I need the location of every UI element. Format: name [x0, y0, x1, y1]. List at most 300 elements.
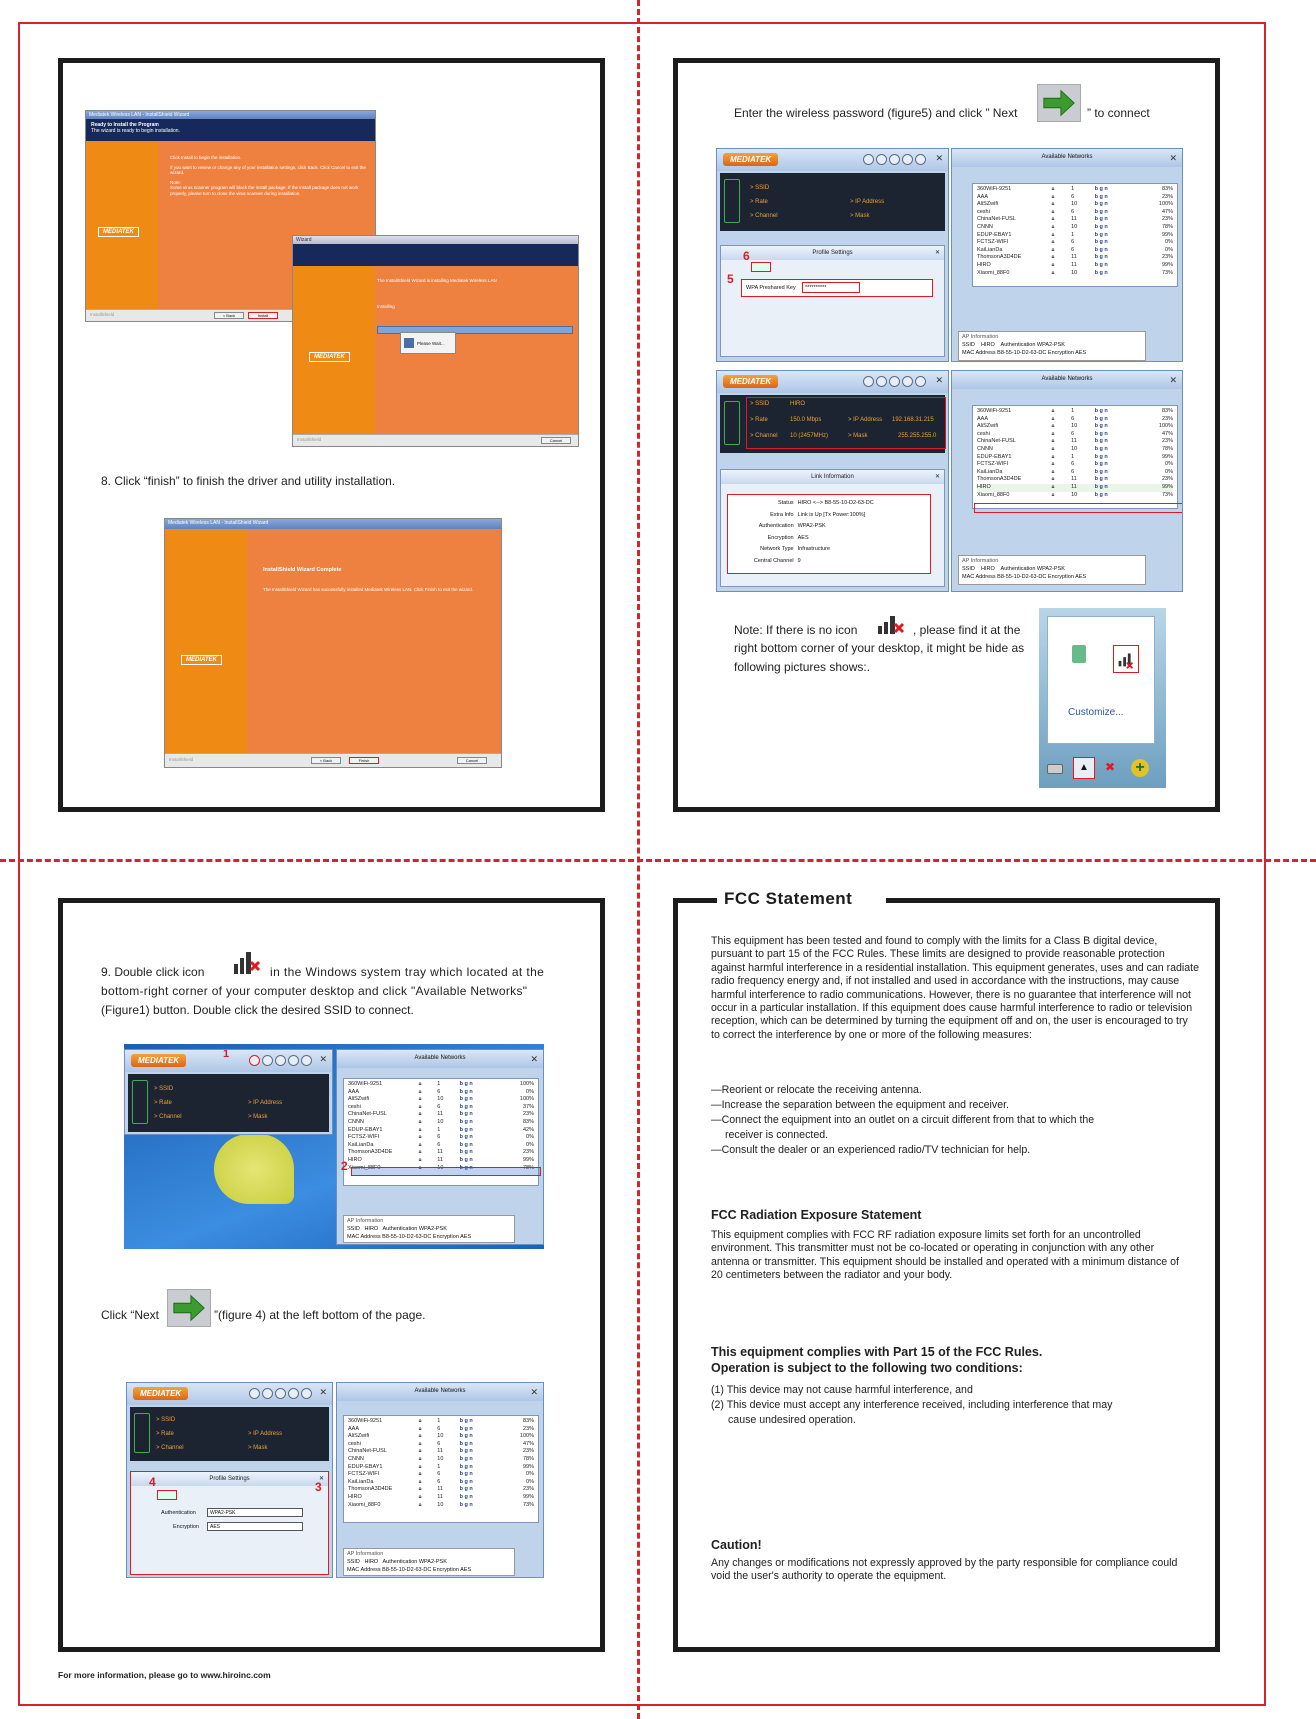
close-icon[interactable]: ✕	[318, 1476, 324, 1482]
network-name: EDUP-EBAY1	[977, 453, 1012, 460]
info-icon[interactable]	[915, 376, 926, 387]
installer-body-1: Click Install to begin the installation.	[170, 155, 242, 160]
network-row[interactable]	[977, 270, 1173, 278]
network-name: Xiaomi_88F0	[348, 1501, 381, 1508]
network-row[interactable]	[348, 1441, 534, 1449]
info-icon[interactable]	[301, 1055, 312, 1066]
network-signal: 99%	[522, 1156, 534, 1163]
network-list[interactable]	[972, 183, 1178, 287]
network-signal: 0%	[1165, 239, 1173, 246]
next-arrow-icon[interactable]	[167, 1289, 211, 1327]
please-wait-text: Please Wait...	[417, 341, 445, 346]
network-channel: 1	[1071, 186, 1075, 192]
network-signal: 99%	[1161, 261, 1173, 268]
profile-icon[interactable]	[876, 154, 887, 165]
mode-icons: b g n	[1094, 216, 1108, 223]
mode-icons: b g n	[1094, 186, 1108, 192]
keyboard-icon[interactable]	[1047, 764, 1063, 774]
network-name: AAA	[348, 1425, 360, 1432]
intro-text-a: Enter the wireless password (figure5) and click ” Next	[734, 106, 1018, 120]
network-row[interactable]	[348, 1104, 534, 1112]
mode-icons: b g n	[459, 1111, 473, 1118]
rate-label: > Rate	[750, 199, 768, 205]
network-channel: 10	[437, 1501, 444, 1508]
finish-button[interactable]: Finish	[349, 757, 379, 764]
toolbar-buttons[interactable]	[249, 1388, 312, 1399]
lock-icon: 🔒︎	[418, 1463, 422, 1470]
network-signal: 0%	[526, 1134, 534, 1141]
network-row[interactable]	[348, 1479, 534, 1487]
connection-highlight	[746, 397, 946, 449]
network-name: AliSZwifi	[348, 1433, 370, 1440]
network-name: AAA	[977, 193, 989, 200]
ap-title: AP Information	[962, 334, 999, 340]
profile-icon[interactable]	[262, 1055, 273, 1066]
available-networks-button[interactable]	[249, 1055, 260, 1066]
cancel-button[interactable]: Cancel	[457, 757, 487, 764]
network-row[interactable]	[348, 1418, 534, 1426]
radiation-body: This equipment complies with FCC RF radiation exposure limits set forth for an uncontrolled environment. This transmitter must not be co-located or operating in conjunction with any other antenna or transmitter. This equipment should be installed and operated with a minimum distance of 20 centimeters between the radiator and your body.	[711, 1229, 1179, 1282]
rate-label: > Rate	[156, 1431, 174, 1437]
customize-link[interactable]: Customize...	[1068, 707, 1124, 718]
finish-heading: InstallShield Wizard Complete	[263, 567, 342, 573]
click-next-text-b: ”(figure 4) at the left bottom of the page.	[214, 1308, 426, 1322]
mode-icons: b g n	[459, 1463, 473, 1470]
network-row[interactable]	[348, 1433, 534, 1441]
ap-enc-key: Encryption	[432, 1567, 459, 1573]
lock-icon: 🔒︎	[418, 1081, 422, 1087]
network-row[interactable]	[348, 1464, 534, 1472]
network-signal: 0%	[526, 1471, 534, 1478]
close-icon[interactable]: ✕	[319, 1387, 327, 1397]
please-wait-dialog	[400, 332, 456, 354]
network-channel: 11	[1071, 261, 1077, 268]
network-channel: 10	[1071, 223, 1078, 230]
lock-icon: 🔒︎	[1051, 423, 1055, 430]
network-row[interactable]	[977, 254, 1173, 262]
link-info-table	[731, 498, 927, 567]
settings-icon[interactable]	[288, 1055, 299, 1066]
network-row[interactable]	[977, 194, 1173, 202]
encryption-label: Encryption	[173, 1524, 199, 1530]
network-channel: 6	[437, 1440, 441, 1447]
link-info-row	[731, 498, 927, 510]
radiation-title: FCC Radiation Exposure Statement	[711, 1208, 922, 1222]
link-info-row	[731, 510, 927, 522]
network-name: HIRO	[348, 1156, 362, 1163]
network-row[interactable]	[348, 1111, 534, 1119]
encryption-select[interactable]: AES	[207, 1522, 303, 1531]
ap-enc-val: AES	[1075, 574, 1087, 580]
network-row[interactable]	[977, 209, 1173, 217]
ap-enc-key: Encryption	[1047, 350, 1074, 356]
network-channel: 10	[437, 1433, 444, 1440]
mediatek-brand: MEDIATEK	[131, 1054, 186, 1067]
network-row[interactable]	[977, 469, 1173, 477]
back-forward-icon[interactable]	[157, 1490, 177, 1500]
network-row[interactable]	[348, 1081, 534, 1089]
network-name: ChinaNet-FUSL	[977, 216, 1016, 223]
network-row[interactable]	[977, 416, 1173, 424]
network-row[interactable]	[348, 1456, 534, 1464]
network-row[interactable]	[977, 438, 1173, 446]
network-name: ThomsonA3D4DE	[348, 1149, 393, 1156]
link-info-key: Authentication	[758, 523, 794, 529]
fcc-measure-3a: —Connect the equipment into an outlet on a circuit different from that to which the	[711, 1114, 1095, 1126]
step-number-3: 3	[315, 1480, 322, 1494]
network-channel: 11	[437, 1448, 443, 1455]
network-signal: 0%	[526, 1141, 534, 1148]
network-row[interactable]	[977, 476, 1173, 484]
install-button[interactable]: Install	[248, 312, 278, 319]
lock-icon: 🔒︎	[418, 1156, 422, 1163]
network-row[interactable]	[348, 1486, 534, 1494]
network-row[interactable]	[977, 232, 1173, 240]
mode-icons: b g n	[459, 1501, 473, 1508]
network-name: HIRO	[348, 1493, 362, 1500]
network-name: HIRO	[977, 483, 991, 490]
network-channel: 6	[1071, 415, 1075, 422]
network-signal: 99%	[1161, 453, 1173, 460]
network-signal: 23%	[1161, 254, 1173, 261]
add-icon[interactable]: +	[1131, 759, 1149, 777]
network-name: AliSZwifi	[977, 201, 999, 208]
installer-wizard-window	[292, 235, 579, 447]
back-button[interactable]: < Back	[311, 757, 341, 764]
mode-icons: b g n	[1094, 430, 1108, 437]
lock-icon: 🔒︎	[1051, 438, 1055, 445]
note-text-a: Note: If there is no icon	[734, 623, 858, 637]
network-row[interactable]	[977, 239, 1173, 247]
network-channel: 1	[1071, 453, 1075, 460]
available-networks-fig4	[336, 1382, 544, 1578]
network-row[interactable]	[348, 1448, 534, 1456]
available-networks-fig1	[336, 1049, 544, 1245]
network-channel: 6	[1071, 193, 1075, 200]
installer-header: Ready to Install the Program	[91, 122, 159, 128]
step-9-text-b: in the Windows system tray which located at the	[270, 965, 545, 979]
rate-label: > Rate	[750, 417, 768, 423]
network-signal: 0%	[1165, 461, 1173, 468]
network-list[interactable]	[343, 1415, 539, 1523]
click-next-text-a: Click “Next	[101, 1308, 160, 1322]
network-row[interactable]	[348, 1096, 534, 1104]
toolbar-buttons[interactable]	[249, 1055, 312, 1066]
close-icon[interactable]: ✕	[935, 375, 943, 385]
mode-icons: b g n	[459, 1478, 473, 1485]
network-row[interactable]	[348, 1142, 534, 1150]
close-icon[interactable]: ✕	[530, 1054, 538, 1064]
network-row[interactable]	[348, 1426, 534, 1434]
network-signal: 78%	[522, 1164, 534, 1171]
lock-icon: 🔒︎	[418, 1448, 422, 1455]
channel-label: > Channel	[154, 1114, 182, 1120]
rate-label: > Rate	[154, 1100, 172, 1106]
network-signal: 83%	[522, 1418, 534, 1424]
lock-icon: 🔒︎	[418, 1149, 422, 1156]
mode-icons: b g n	[459, 1156, 473, 1163]
profile-icon[interactable]	[876, 376, 887, 387]
toolbar-buttons[interactable]	[863, 376, 926, 387]
network-row[interactable]	[348, 1119, 534, 1127]
network-channel: 10	[437, 1164, 444, 1171]
ap-information	[958, 331, 1146, 361]
network-name: EDUP-EBAY1	[977, 231, 1012, 238]
back-button[interactable]: < Back	[214, 312, 244, 319]
lock-icon: 🔒︎	[1051, 216, 1055, 223]
network-signal: 78%	[1161, 223, 1173, 230]
network-row[interactable]	[977, 216, 1173, 224]
network-row[interactable]	[977, 431, 1173, 439]
lock-icon: 🔒︎	[1051, 254, 1055, 261]
caution-body: Any changes or modifications not expressly approved by the party responsible for compliance could void the user's authority to operate the equipment.	[711, 1557, 1178, 1583]
network-name: CNNN	[977, 445, 993, 452]
settings-icon[interactable]	[902, 154, 913, 165]
ap-mac-key: MAC Address	[347, 1567, 381, 1573]
show-hidden-icons-button[interactable]: ▲	[1073, 757, 1095, 779]
ap-enc-val: AES	[1075, 350, 1087, 356]
mediatek-brand: MEDIATEK	[133, 1387, 188, 1400]
network-name: EDUP-EBAY1	[348, 1463, 383, 1470]
network-channel: 11	[1071, 216, 1077, 223]
network-row[interactable]	[348, 1157, 534, 1165]
mode-icons: b g n	[1094, 468, 1108, 475]
settings-icon[interactable]	[902, 376, 913, 387]
mode-icons: b g n	[459, 1149, 473, 1156]
mode-icons: b g n	[1094, 483, 1108, 490]
tray-wifi-icon-highlighted[interactable]	[1113, 645, 1139, 673]
lock-icon: 🔒︎	[1051, 269, 1055, 276]
link-information-title: Link Information	[811, 474, 854, 480]
network-row[interactable]	[977, 201, 1173, 209]
search-icon[interactable]	[863, 376, 874, 387]
mode-icons: b g n	[1094, 261, 1108, 268]
fcc-header-bar-left	[673, 898, 717, 903]
link-info-row	[731, 533, 927, 545]
network-status-icon[interactable]: ✖	[1105, 760, 1116, 774]
ip-value: 192.168.31.215	[892, 417, 934, 423]
network-name: ceshi	[977, 208, 990, 215]
system-tray-popup	[1039, 608, 1166, 788]
network-icon[interactable]	[275, 1388, 286, 1399]
step-9-text-c: bottom-right corner of your computer desktop and click "Available Networks"	[101, 984, 528, 998]
back-forward-icon[interactable]	[751, 262, 771, 272]
network-row[interactable]	[348, 1127, 534, 1135]
wizard-body: The InstallShield Wizard is installing Mediatek Wireless LAN	[377, 278, 497, 283]
lock-icon: 🔒︎	[418, 1418, 422, 1424]
available-networks-1	[951, 148, 1183, 362]
close-icon[interactable]: ✕	[1169, 375, 1177, 385]
close-icon[interactable]: ✕	[1169, 153, 1177, 163]
network-name: ThomsonA3D4DE	[348, 1486, 393, 1493]
lock-icon: 🔒︎	[418, 1088, 422, 1095]
settings-icon[interactable]	[288, 1388, 299, 1399]
mediatek-logo: MEDIATEK	[309, 352, 350, 362]
network-channel: 1	[437, 1418, 441, 1424]
mode-icons: b g n	[459, 1486, 473, 1493]
network-channel: 11	[1071, 476, 1077, 483]
network-row[interactable]	[348, 1502, 534, 1510]
ap-auth-key: Authentication	[1000, 342, 1036, 348]
mode-icons: b g n	[459, 1134, 473, 1141]
mediatek-utility-link	[716, 370, 949, 592]
network-name: ChinaNet-FUSL	[348, 1111, 387, 1118]
mediatek-logo: MEDIATEK	[181, 655, 222, 665]
ap-mac-val: B8-55-10-D2-63-DC	[997, 574, 1047, 580]
mode-icons: b g n	[1094, 491, 1108, 498]
network-row[interactable]	[348, 1134, 534, 1142]
channel-label: > Channel	[750, 213, 778, 219]
link-info-value: Link is Up [Tx Power:100%]	[797, 511, 866, 518]
network-signal: 23%	[1161, 476, 1173, 483]
mode-icons: b g n	[1094, 415, 1108, 422]
installer-body-3: Note:	[170, 179, 181, 185]
network-row[interactable]	[977, 423, 1173, 431]
network-list[interactable]	[972, 405, 1178, 509]
ap-auth-val: WPA2-PSK	[418, 1559, 447, 1565]
mode-icons: b g n	[1094, 438, 1108, 445]
network-row[interactable]	[348, 1149, 534, 1157]
network-row[interactable]	[977, 186, 1173, 194]
lock-icon: 🔒︎	[418, 1455, 422, 1462]
ap-auth-key: Authentication	[382, 1226, 418, 1232]
network-signal: 100%	[519, 1081, 534, 1087]
network-signal: 47%	[1161, 430, 1173, 437]
mode-icons: b g n	[459, 1448, 473, 1455]
network-row[interactable]	[977, 408, 1173, 416]
mode-icons: b g n	[1094, 201, 1108, 208]
finish-body: The InstallShield Wizard has successfully installed Mediatek Wireless LAN. Click Finish to exit the wizard.	[263, 587, 474, 592]
network-name: 360WiFi-9251	[977, 408, 1012, 414]
network-icon[interactable]	[889, 376, 900, 387]
network-channel: 10	[437, 1118, 444, 1125]
network-signal: 23%	[1161, 415, 1173, 422]
lock-icon: 🔒︎	[418, 1471, 422, 1478]
ap-ssid-key: SSID	[347, 1559, 360, 1565]
network-name: KaiLianDa	[348, 1141, 374, 1148]
network-name: KaiLianDa	[977, 246, 1003, 253]
network-icon[interactable]	[889, 154, 900, 165]
close-icon[interactable]: ✕	[934, 474, 940, 480]
fold-line-horizontal	[0, 859, 1316, 862]
ap-information	[343, 1215, 515, 1243]
lock-icon: 🔒︎	[418, 1126, 422, 1133]
mediatek-utility-fig4	[126, 1382, 333, 1578]
installer-body-2: If you want to review or change any of your installation settings, click Back. Click Cancel to exit the wizard.	[170, 164, 366, 175]
fcc-measure-4: —Consult the dealer or an experienced radio/TV technician for help.	[711, 1144, 1031, 1156]
mode-icons: b g n	[459, 1141, 473, 1148]
close-icon[interactable]: ✕	[530, 1387, 538, 1397]
installshield-brand: InstallShield	[169, 757, 194, 762]
network-channel: 6	[1071, 246, 1075, 253]
profile-icon[interactable]	[262, 1388, 273, 1399]
lock-icon: 🔒︎	[418, 1134, 422, 1141]
ap-information	[343, 1548, 515, 1576]
network-row[interactable]	[348, 1494, 534, 1502]
cancel-button[interactable]: Cancel	[541, 437, 571, 444]
info-icon[interactable]	[915, 154, 926, 165]
network-name: FCTSZ-WIFI	[348, 1471, 380, 1478]
search-icon[interactable]	[249, 1388, 260, 1399]
step-8-text: 8. Click “finish” to finish the driver and utility installation.	[101, 474, 396, 488]
fcc-title: FCC Statement	[724, 889, 853, 908]
lock-icon: 🔒︎	[418, 1103, 422, 1110]
lock-icon: 🔒︎	[418, 1440, 422, 1447]
network-signal: 23%	[522, 1149, 534, 1156]
network-channel: 1	[437, 1463, 441, 1470]
installer-finish-window	[164, 518, 502, 768]
network-channel: 10	[437, 1455, 444, 1462]
lock-icon: 🔒︎	[418, 1164, 422, 1171]
window-title: Mediatek Wireless LAN - InstallShield Wizard	[165, 519, 501, 529]
lock-icon: 🔒︎	[1051, 453, 1055, 460]
network-row[interactable]	[977, 262, 1173, 270]
mediatek-logo: MEDIATEK	[98, 227, 139, 237]
close-icon[interactable]: ✕	[935, 153, 943, 163]
ap-mac-val: B8-55-10-D2-63-DC	[382, 1234, 432, 1240]
installshield-brand: InstallShield	[90, 312, 115, 317]
step-number-6: 6	[743, 249, 750, 263]
network-row[interactable]	[977, 461, 1173, 469]
hiro-row-highlight	[351, 1164, 541, 1176]
mode-icons: b g n	[1094, 231, 1108, 238]
lock-icon: 🔒︎	[418, 1493, 422, 1500]
network-channel: 11	[1071, 438, 1077, 445]
mode-icons: b g n	[459, 1433, 473, 1440]
signal-icon	[134, 1413, 150, 1453]
usb-icon[interactable]	[1072, 645, 1086, 663]
close-icon[interactable]: ✕	[934, 250, 940, 256]
network-row[interactable]	[977, 454, 1173, 462]
ap-enc-key: Encryption	[432, 1234, 459, 1240]
mode-icons: b g n	[1094, 461, 1108, 468]
ap-auth-key: Authentication	[1000, 566, 1036, 572]
ssid-label: > SSID	[750, 185, 770, 191]
profile-settings-title: Profile Settings	[209, 1476, 250, 1482]
network-row[interactable]	[348, 1089, 534, 1097]
network-channel: 10	[437, 1096, 444, 1103]
network-channel: 11	[437, 1111, 443, 1118]
mode-icons: b g n	[459, 1096, 473, 1103]
network-row[interactable]	[348, 1471, 534, 1479]
network-signal: 23%	[522, 1448, 534, 1455]
toolbar-buttons[interactable]	[863, 154, 926, 165]
network-row[interactable]	[977, 224, 1173, 232]
close-icon[interactable]: ✕	[319, 1054, 327, 1064]
profile-settings-title: Profile Settings	[812, 250, 853, 256]
network-row[interactable]	[977, 247, 1173, 255]
authentication-select[interactable]: WPA2-PSK	[207, 1508, 303, 1517]
network-signal: 100%	[519, 1096, 534, 1103]
network-row[interactable]	[977, 484, 1173, 492]
wpa-key-input[interactable]: **********	[802, 282, 860, 293]
lock-icon: 🔒︎	[418, 1433, 422, 1440]
info-icon[interactable]	[301, 1388, 312, 1399]
network-channel: 6	[437, 1425, 441, 1432]
condition-1: (1) This device may not cause harmful interference, and	[711, 1384, 973, 1396]
mode-icons: b g n	[459, 1440, 473, 1447]
search-icon[interactable]	[863, 154, 874, 165]
network-row[interactable]	[977, 492, 1173, 500]
network-icon[interactable]	[275, 1055, 286, 1066]
lock-icon: 🔒︎	[1051, 208, 1055, 215]
network-signal: 23%	[522, 1486, 534, 1493]
next-arrow-icon[interactable]	[1037, 84, 1081, 122]
network-row[interactable]	[977, 446, 1173, 454]
link-info-value: AES	[797, 534, 809, 541]
link-info-value: HIRO <--> B8-55-10-D2-63-DC	[797, 500, 874, 506]
footer-info: For more information, please go to www.hiroinc.com	[58, 1670, 271, 1680]
